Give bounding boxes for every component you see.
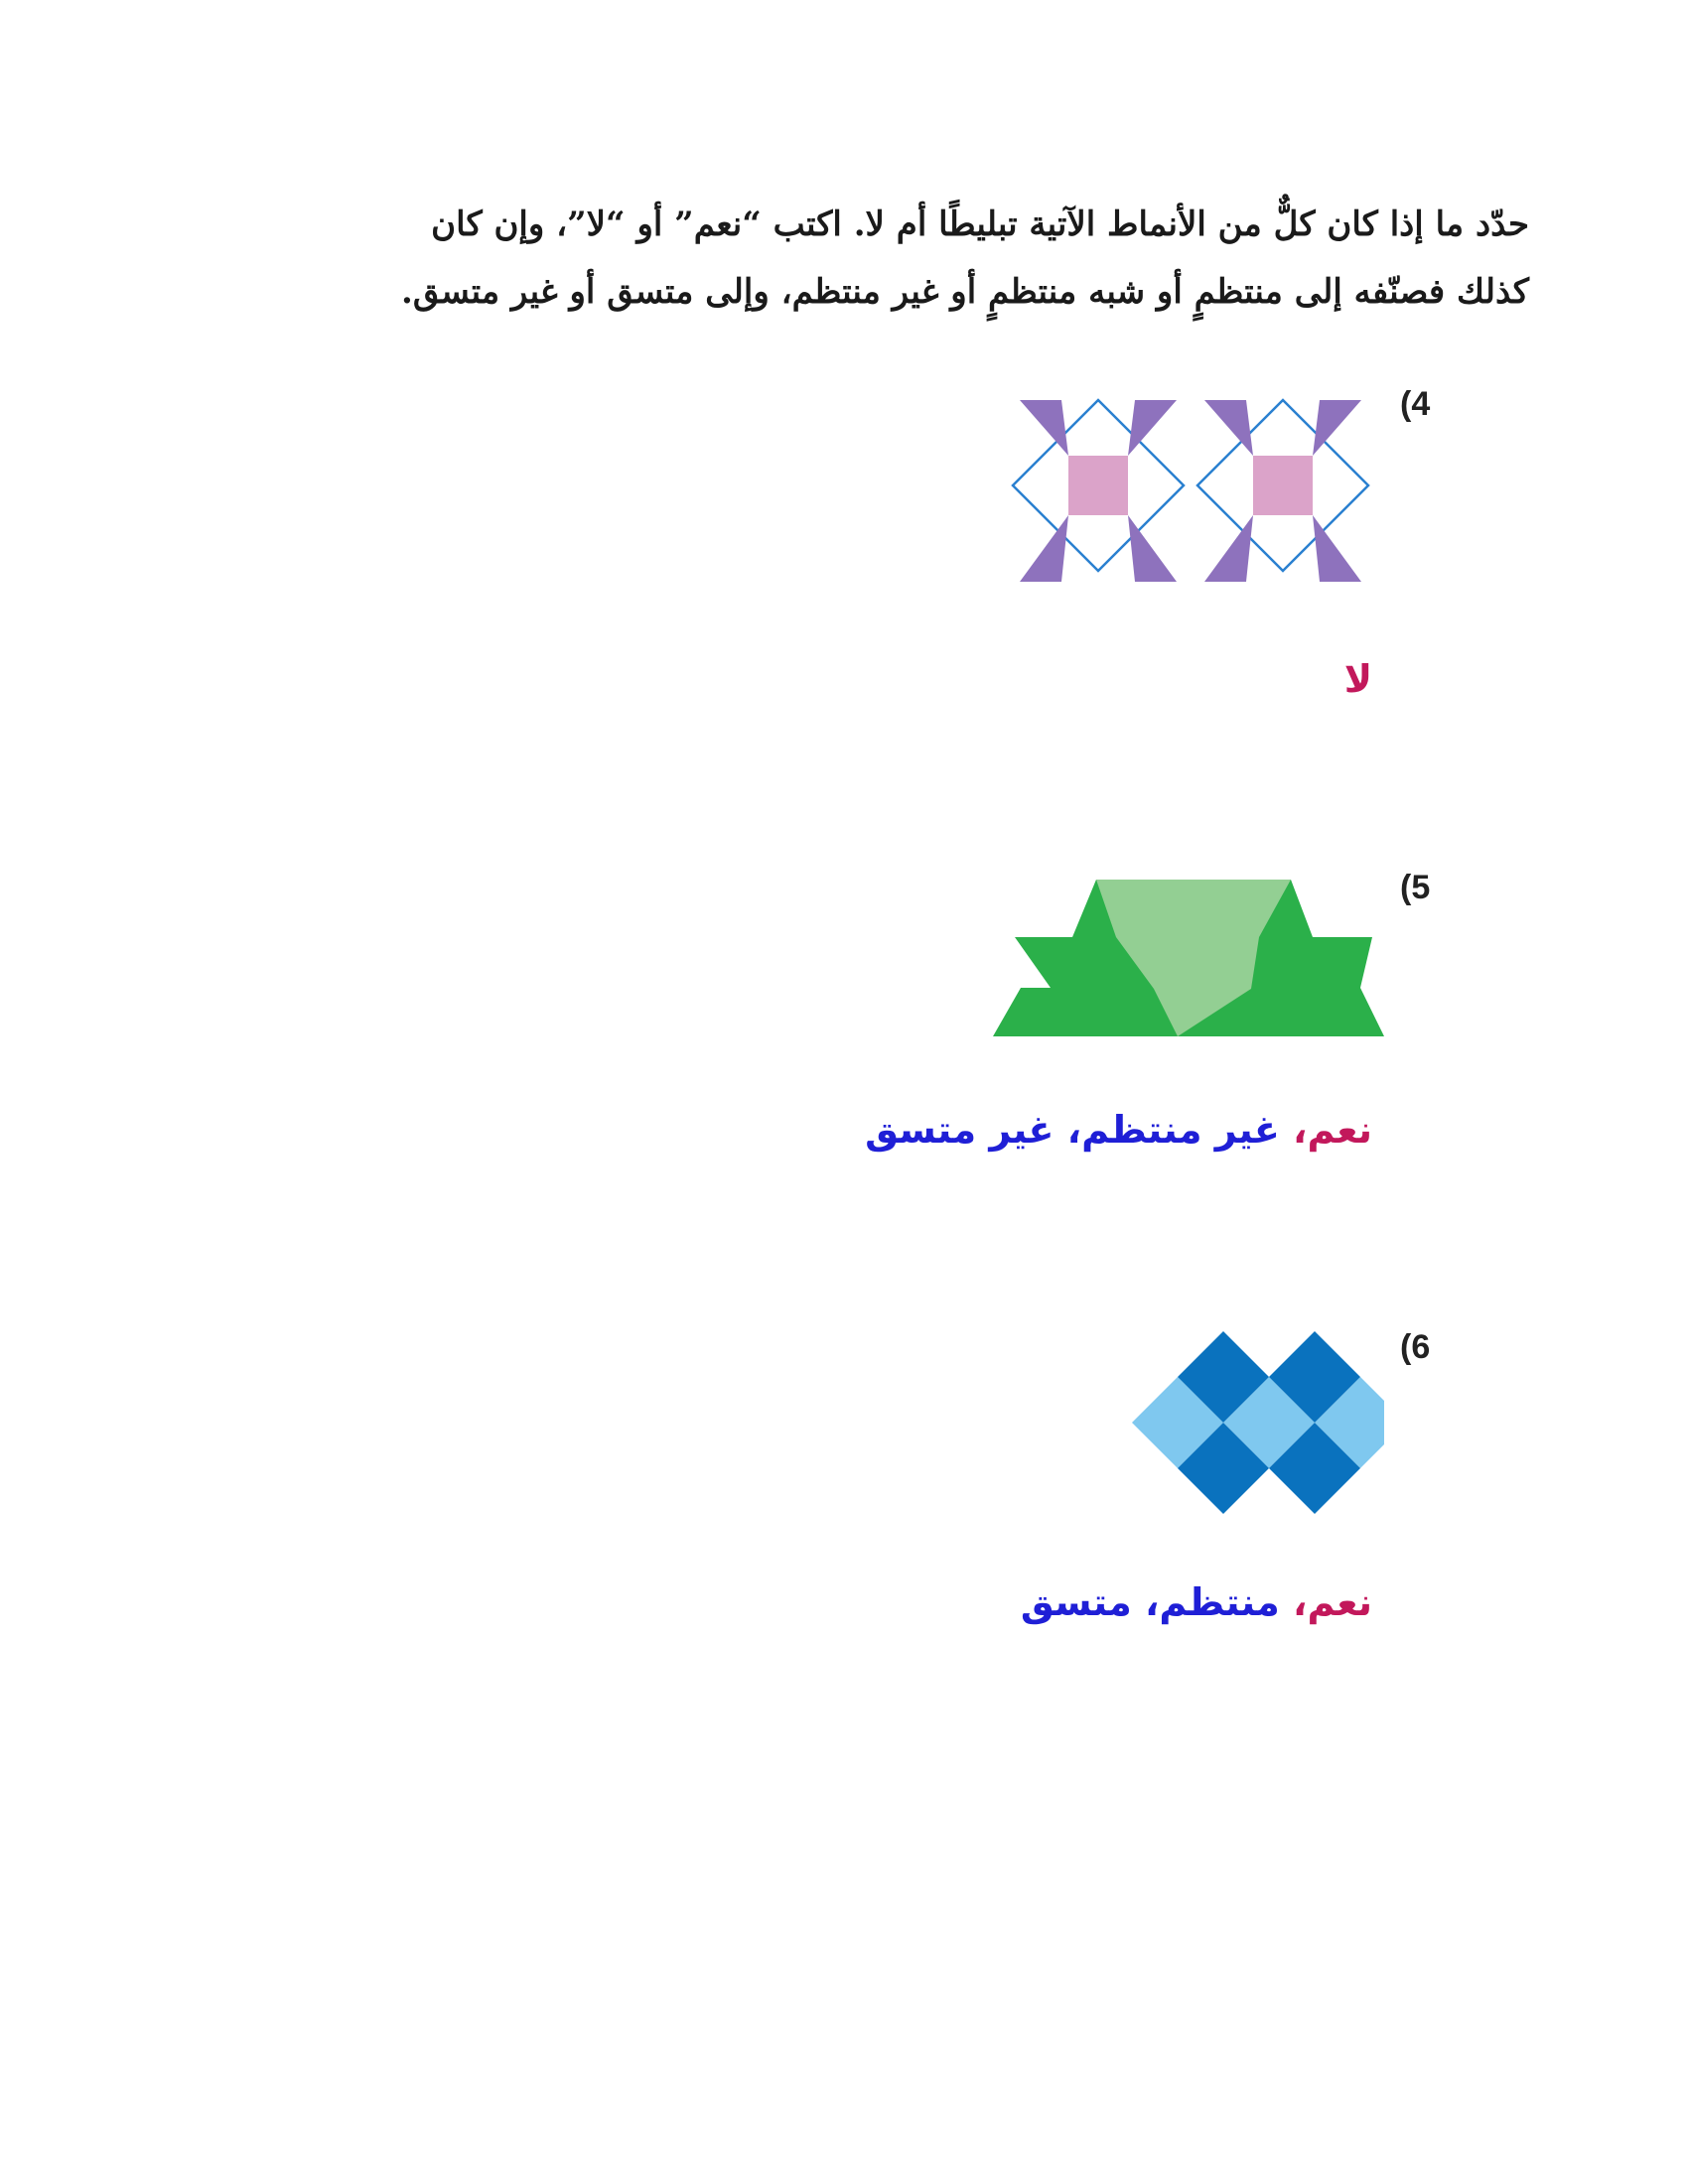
instructions-line-1: حدّد ما إذا كان كلٌّ من الأنماط الآتية تبليطًا أم لا. اكتب “نعم” أو “لا”، وإن كان [431, 205, 1529, 244]
question-4-answer-yes: لا [1343, 657, 1372, 701]
question-6-answer-yes: نعم، [1293, 1580, 1372, 1624]
blue-diamond-checker-pattern-icon [1102, 1328, 1390, 1517]
question-6-number: (6 [1400, 1328, 1431, 1366]
instructions-text [298, 191, 1529, 326]
question-5-answer-yes: نعم، [1293, 1108, 1372, 1152]
instructions-line-2: كذلك فصنّفه إلى منتظمٍ أو شبه منتظمٍ أو غير منتظم، وإلى متسق أو غير متسق. [401, 272, 1529, 312]
question-5-answer-rest: غير منتظم، غير متسق [865, 1108, 1294, 1152]
question-5-number: (5 [1400, 869, 1431, 906]
question-6-answer-rest: منتظم، متسق [1020, 1580, 1294, 1624]
question-6-answer [1021, 1580, 1372, 1624]
square-diamond-triangle-pattern-icon [1005, 395, 1387, 594]
question-4-answer [1344, 657, 1372, 701]
green-hexagon-triangle-pattern-icon [991, 878, 1386, 1038]
question-4-number: (4 [1400, 385, 1431, 423]
question-5-answer [865, 1108, 1372, 1152]
